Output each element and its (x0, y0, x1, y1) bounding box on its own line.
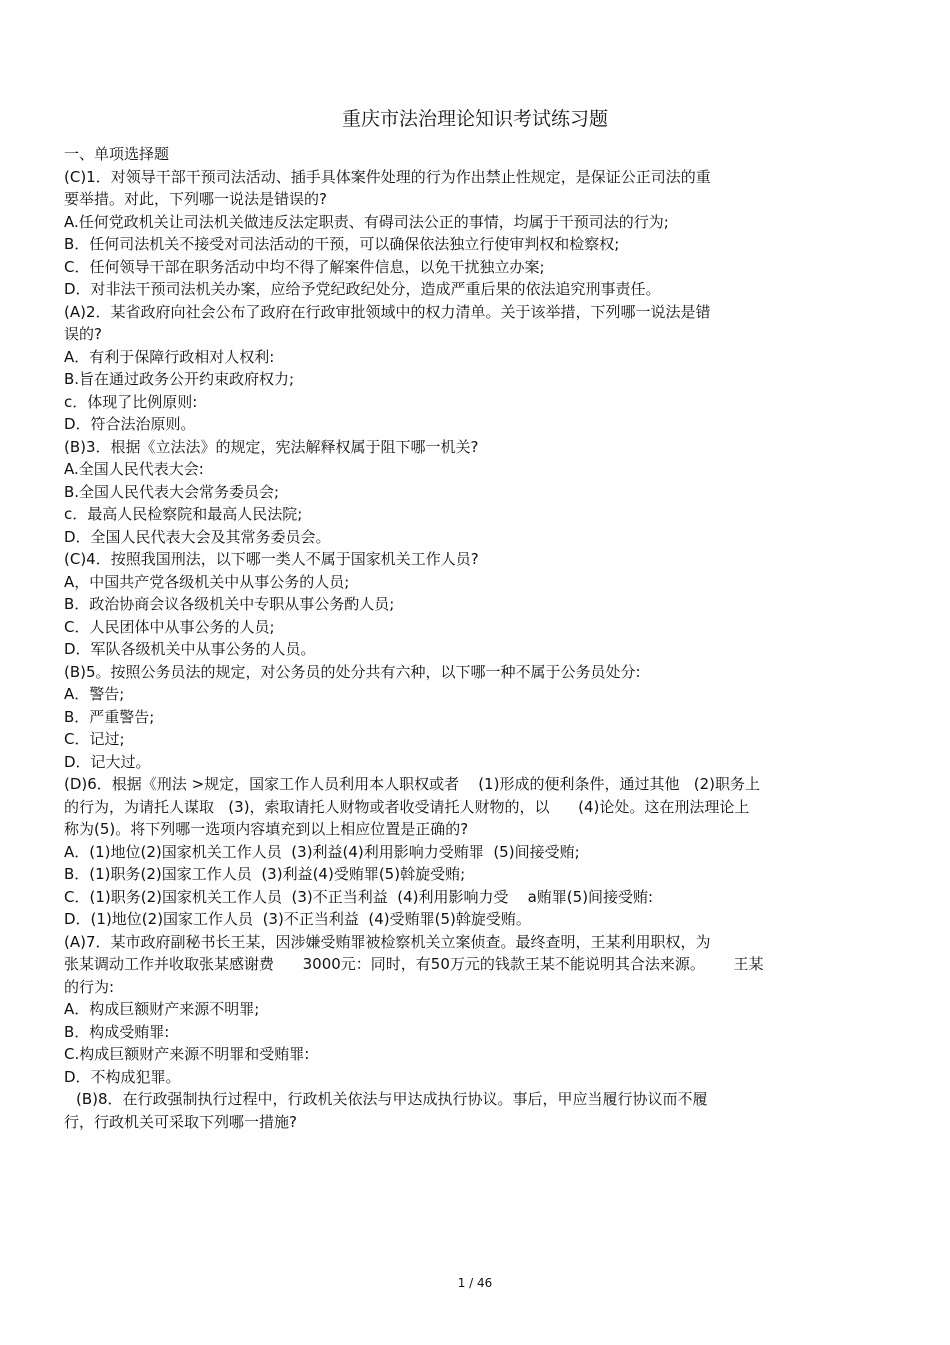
document-title: 重庆市法治理论知识考试练习题 (341, 108, 608, 130)
question-1-option-d: D．对非法干预司法机关办案，应给予党纪政纪处分，造成严重后果的依法追究刑事责任。 (64, 280, 661, 298)
question-7-option-c: C.构成巨额财产来源不明罪和受贿罪: (64, 1045, 310, 1063)
question-2-option-c: c．体现了比例原则: (64, 392, 198, 411)
question-5-option-b: B．严重警告; (64, 707, 155, 726)
question-3-option-a: A.全国人民代表大会: (64, 460, 204, 478)
question-6-line-1: (D)6．根据《刑法 >规定，国家工作人员利用本人职权或者 (1)形成的便利条件，通过其他 (2)职务上 (64, 775, 761, 793)
question-8-line-1: (B)8．在行政强制执行过程中，行政机关依法与甲达成执行协议。事后，甲应当履行协议而不履 (76, 1090, 708, 1108)
question-4-option-a: A，中国共产党各级机关中从事公务的人员; (64, 572, 350, 591)
question-8-line-2: 行，行政机关可采取下列哪一措施? (64, 1112, 297, 1131)
question-7-line-2: 张某调动工作并收取张某感谢费 3000元：同时，有50万元的钱款王某不能说明其合法来源。 王某 (64, 955, 764, 973)
question-6-option-d: D．(1)地位(2)国家工作人员 (3)不正当利益 (4)受贿罪(5)斡旋受贿。 (64, 910, 531, 928)
question-2-option-d: D．符合法治原则。 (64, 415, 196, 433)
question-3-option-b: B.全国人民代表大会常务委员会; (64, 482, 280, 501)
question-1-option-a: A.任何党政机关让司法机关做违反法定职责、有碍司法公正的事情，均属于干预司法的行为; (64, 212, 669, 231)
question-5-option-c: C．记过; (64, 730, 125, 748)
question-3-option-d: D．全国人民代表大会及其常务委员会。 (64, 527, 331, 546)
question-5-line-1: (B)5。按照公务员法的规定，对公务员的处分共有六种，以下哪一种不属于公务员处分: (64, 662, 641, 681)
question-4-option-b: B．政治协商会议各级机关中专职从事公务酌人员; (64, 595, 395, 613)
question-3-line-1: (B)3．根据《立法法》的规定，宪法解释权属于阻下哪一机关? (64, 437, 479, 456)
question-7-option-b: B．构成受贿罪: (64, 1022, 170, 1041)
page-number: 1 / 46 (457, 1276, 493, 1290)
question-6-option-b: B．(1)职务(2)国家工作人员 (3)利益(4)受贿罪(5)斡旋受贿; (64, 865, 466, 883)
question-6-option-c: C．(1)职务(2)国家机关工作人员 (3)不正当利益 (4)利用影响力受 a贿罪(5)间接受贿: (64, 887, 654, 906)
question-4-option-d: D．军队各级机关中从事公务的人员。 (64, 640, 316, 658)
question-2-line-1: (A)2．某省政府向社会公布了政府在行政审批领域中的权力清单。关于该举措，下列哪一说法是错 (64, 302, 711, 321)
question-2-option-a: A．有利于保障行政相对人权利: (64, 347, 275, 366)
question-5-option-a: A．警告; (64, 685, 125, 703)
question-4-option-c: C．人民团体中从事公务的人员; (64, 617, 275, 636)
document-body (64, 143, 884, 1133)
question-4-line-1: (C)4．按照我国刑法，以下哪一类人不属于国家机关工作人员? (64, 550, 479, 568)
question-6-line-3: 称为(5)。将下列哪一选项内容填充到以上相应位置是正确的? (64, 820, 469, 838)
question-7-option-a: A．构成巨额财产来源不明罪; (64, 1000, 260, 1018)
question-2-option-b: B.旨在通过政务公开约束政府权力; (64, 370, 295, 388)
question-3-option-c: c．最高人民检察院和最高人民法院; (64, 505, 303, 523)
question-6-option-a: A．(1)地位(2)国家机关工作人员 (3)利益(4)利用影响力受贿罪 (5)间接受贿; (64, 842, 580, 861)
question-5-option-d: D．记大过。 (64, 752, 151, 771)
question-1-line-1: (C)1．对领导干部干预司法活动、插手具体案件处理的行为作出禁止性规定，是保证公正司法的重 (64, 167, 711, 186)
question-2-line-2: 误的? (64, 325, 102, 343)
question-7-line-1: (A)7．某市政府副秘书长王某，因涉嫌受贿罪被检察机关立案侦查。最终查明，王某利用职权，为 (64, 932, 711, 951)
question-7-option-d: D．不构成犯罪。 (64, 1067, 181, 1086)
section-heading: 一、单项选择题 (64, 145, 170, 163)
question-1-option-c: C．任何领导干部在职务活动中均不得了解案件信息，以免干扰独立办案; (64, 257, 545, 276)
question-1-line-2: 要举措。对此，下列哪一说法是错误的? (64, 190, 327, 208)
question-7-line-3: 的行为: (64, 977, 115, 996)
question-1-option-b: B．任何司法机关不接受对司法活动的干预，可以确保依法独立行使审判权和检察权; (64, 235, 620, 253)
question-6-line-2: 的行为，为请托人谋取 (3)，索取请托人财物或者收受请托人财物的，以 (4)论处。这在刑法理论上 (64, 797, 750, 816)
